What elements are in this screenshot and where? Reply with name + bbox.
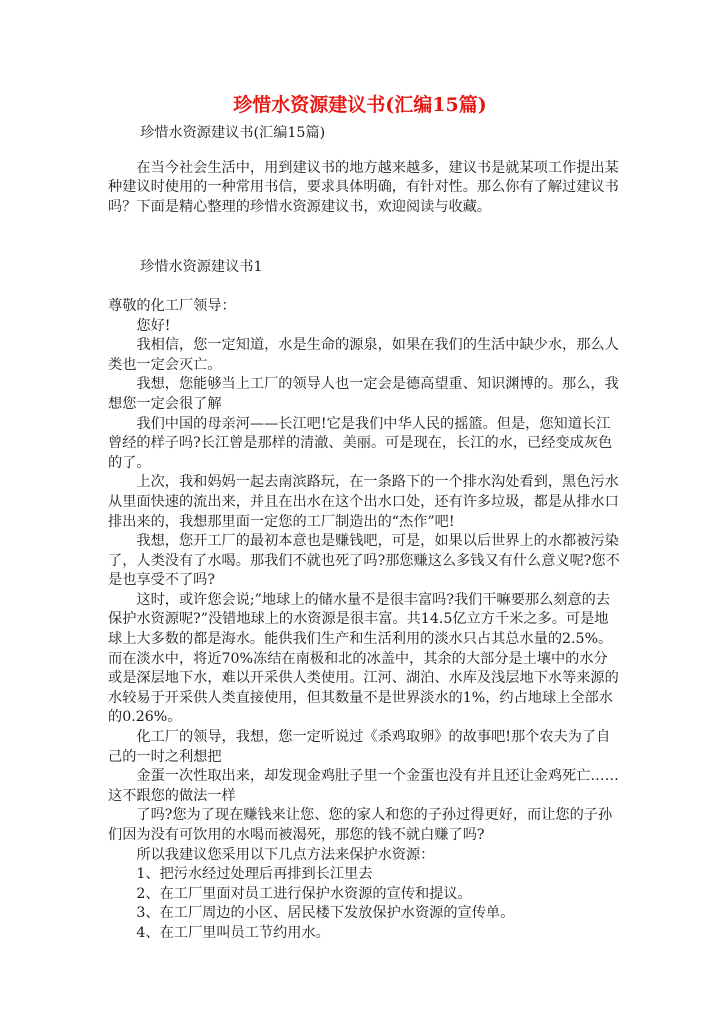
letter-paragraph: 我想，您开工厂的最初本意也是赚钱吧，可是，如果以后世界上的水都被污染了，人类没有了水喝。那我们不就也死了吗?那您赚这么多钱又有什么意义呢?您不是也享受不了吗?	[108, 533, 620, 589]
letter-paragraph: 我们中国的母亲河——长江吧!它是我们中华人民的摇篮。但是，您知道长江曾经的样子吗?长江曾是那样的清澈、美丽。可是现在，长江的水，已经变成灰色的了。	[108, 415, 613, 471]
list-item: 3、在工厂周边的小区、居民楼下发放保护水资源的宣传单。	[136, 905, 515, 922]
list-item: 1、把污水经过处理后再排到长江里去	[136, 866, 373, 883]
document-title: 珍惜水资源建议书(汇编15篇)	[233, 94, 487, 116]
spacer	[108, 278, 620, 297]
section-heading: 珍惜水资源建议书1	[140, 259, 263, 276]
document-body	[108, 124, 620, 944]
letter-paragraph: 化工厂的领导，我想，您一定听说过《杀鸡取卵》的故事吧!那个农夫为了自己的一时之利想把	[108, 729, 611, 765]
spacer	[108, 217, 620, 258]
document-subtitle: 珍惜水资源建议书(汇编15篇)	[140, 125, 326, 141]
letter-paragraph: 金蛋一次性取出来，却发现金鸡肚子里一个金蛋也没有并且还让金鸡死亡……这不跟您的做法一样	[108, 768, 619, 804]
letter-paragraph: 这时，或许您会说;”地球上的储水量不是很丰富吗?我们干嘛要那么刻意的去保护水资源呢?”没错地球上的水资源是很丰富。共14.5亿立方千米之多。可是地球上大多数的都是海水。能供我们生产和生活利用的淡水只占其总水量的2.5%。而在淡水中，将近70%冻结在南极和北的冰盖中，其余的大部分是土壤中的水分或是深层地下水，难以开采供人类使用。江河、湖泊、水库及浅层地下水等来源的水较易于开采供人类直接使用，但其数量不是世界淡水的1%，约占地球上全部水的0.26%。	[108, 591, 619, 726]
letter-paragraph: 上次，我和妈妈一起去南滨路玩，在一条路下的一个排水沟处看到，黑色污水从里面快速的流出来，并且在出水在这个出水口处，还有许多垃圾，都是从排水口排出来的，我想那里面一定您的工厂制造出的“杰作”吧!	[108, 474, 619, 530]
letter-paragraph: 了吗?您为了现在赚钱来让您、您的家人和您的子孙过得更好，而让您的子孙们因为没有可饮用的水喝而被渴死，那您的钱不就白赚了吗?	[108, 807, 613, 843]
letter-paragraph: 所以我建议您采用以下几点方法来保护水资源：	[136, 846, 435, 863]
salutation: 尊敬的化工厂领导：	[108, 297, 236, 314]
letter-paragraph: 我相信，您一定知道，水是生命的源泉，如果在我们的生活中缺少水，那么人类也一定会灭亡。	[108, 337, 619, 373]
list-item: 4、在工厂里叫员工节约用水。	[136, 924, 330, 941]
letter-paragraph: 您好!	[136, 317, 171, 334]
spacer	[108, 144, 620, 159]
list-item: 2、在工厂里面对员工进行保护水资源的宣传和提议。	[136, 885, 472, 902]
intro-paragraph: 在当今社会生活中，用到建议书的地方越来越多，建议书是就某项工作提出某种建议时使用的一种常用书信，要求具体明确，有针对性。那么你有了解过建议书吗？下面是精心整理的珍惜水资源建议书，欢迎阅读与收藏。	[108, 159, 619, 215]
letter-paragraph: 我想，您能够当上工厂的领导人也一定会是德高望重、知识渊博的。那么，我想您一定会很了解	[108, 376, 619, 412]
